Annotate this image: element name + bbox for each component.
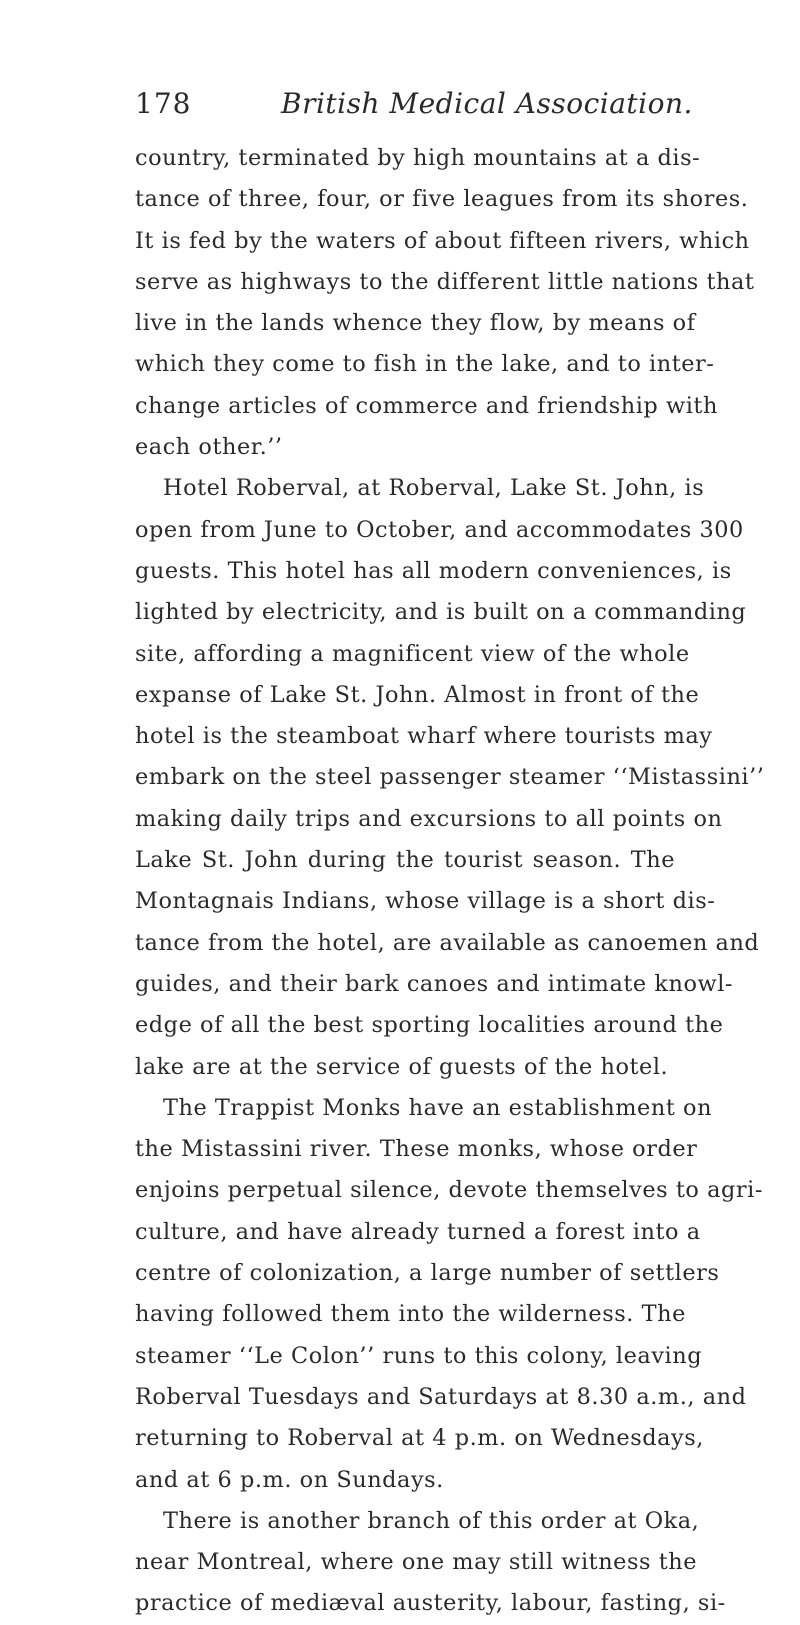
page-number: 178: [135, 87, 192, 120]
text-line: having followed them into the wilderness. The: [135, 1301, 686, 1328]
text-line: and at 6 p.m. on Sundays.: [135, 1466, 444, 1493]
text-line: which they come to fish in the lake, and to inter-: [135, 351, 715, 378]
text-line: steamer ‘‘Le Colon’’ runs to this colony, leaving: [135, 1342, 703, 1369]
text-line: It is fed by the waters of about fifteen rivers, which: [135, 227, 750, 254]
text-line: guests. This hotel has all modern conveniences, is: [135, 557, 732, 584]
text-line: Roberval Tuesdays and Saturdays at 8.30 a.m., and: [135, 1383, 747, 1410]
text-line: embark on the steel passenger steamer ‘‘Mistassini’’: [135, 764, 765, 791]
text-line: lighted by electricity, and is built on a commanding: [135, 599, 747, 626]
text-line: near Montreal, where one may still witness the: [135, 1549, 698, 1576]
text-line: practice of mediæval austerity, labour, fasting, si-: [135, 1590, 726, 1617]
text-line: each other.’’: [135, 434, 283, 461]
text-line: The Trappist Monks have an establishment on: [163, 1094, 713, 1121]
text-line: centre of colonization, a large number of settlers: [135, 1260, 720, 1287]
text-line: country, terminated by high mountains at a dis-: [135, 145, 701, 171]
text-line: hotel is the steamboat wharf where tourists may: [135, 723, 713, 750]
text-line: Lake St. John during the tourist season. The: [135, 847, 675, 874]
text-line: open from June to October, and accommodates 300: [135, 516, 744, 543]
text-line: Montagnais Indians, whose village is a short dis-: [135, 888, 716, 915]
text-line: There is another branch of this order at Oka,: [163, 1507, 700, 1534]
text-line: tance of three, four, or five leagues from its shores.: [135, 186, 749, 213]
text-line: making daily trips and excursions to all points on: [135, 805, 723, 832]
text-line: lake are at the service of guests of the hotel.: [135, 1053, 669, 1080]
text-line: change articles of commerce and friendship with: [135, 392, 718, 419]
body-text: [135, 138, 765, 1625]
text-line: live in the lands whence they flow, by means of: [135, 310, 696, 337]
text-line: enjoins perpetual silence, devote themselves to agri-: [135, 1177, 763, 1204]
text-line: site, affording a magnificent view of the whole: [135, 640, 690, 667]
text-line: expanse of Lake St. John. Almost in front of the: [135, 681, 700, 708]
text-line: Hotel Roberval, at Roberval, Lake St. John, is: [163, 475, 705, 502]
text-line: the Mistassini river. These monks, whose order: [135, 1136, 698, 1163]
text-line: edge of all the best sporting localities around the: [135, 1012, 724, 1039]
running-title: British Medical Association.: [281, 87, 693, 120]
running-head: [135, 84, 693, 124]
text-line: tance from the hotel, are available as canoemen and: [135, 929, 760, 956]
text-line: guides, and their bark canoes and intimate knowl-: [135, 970, 734, 997]
text-line: serve as highways to the different little nations that: [135, 268, 755, 295]
text-line: returning to Roberval at 4 p.m. on Wednesdays,: [135, 1425, 704, 1452]
text-line: culture, and have already turned a forest into a: [135, 1218, 701, 1245]
